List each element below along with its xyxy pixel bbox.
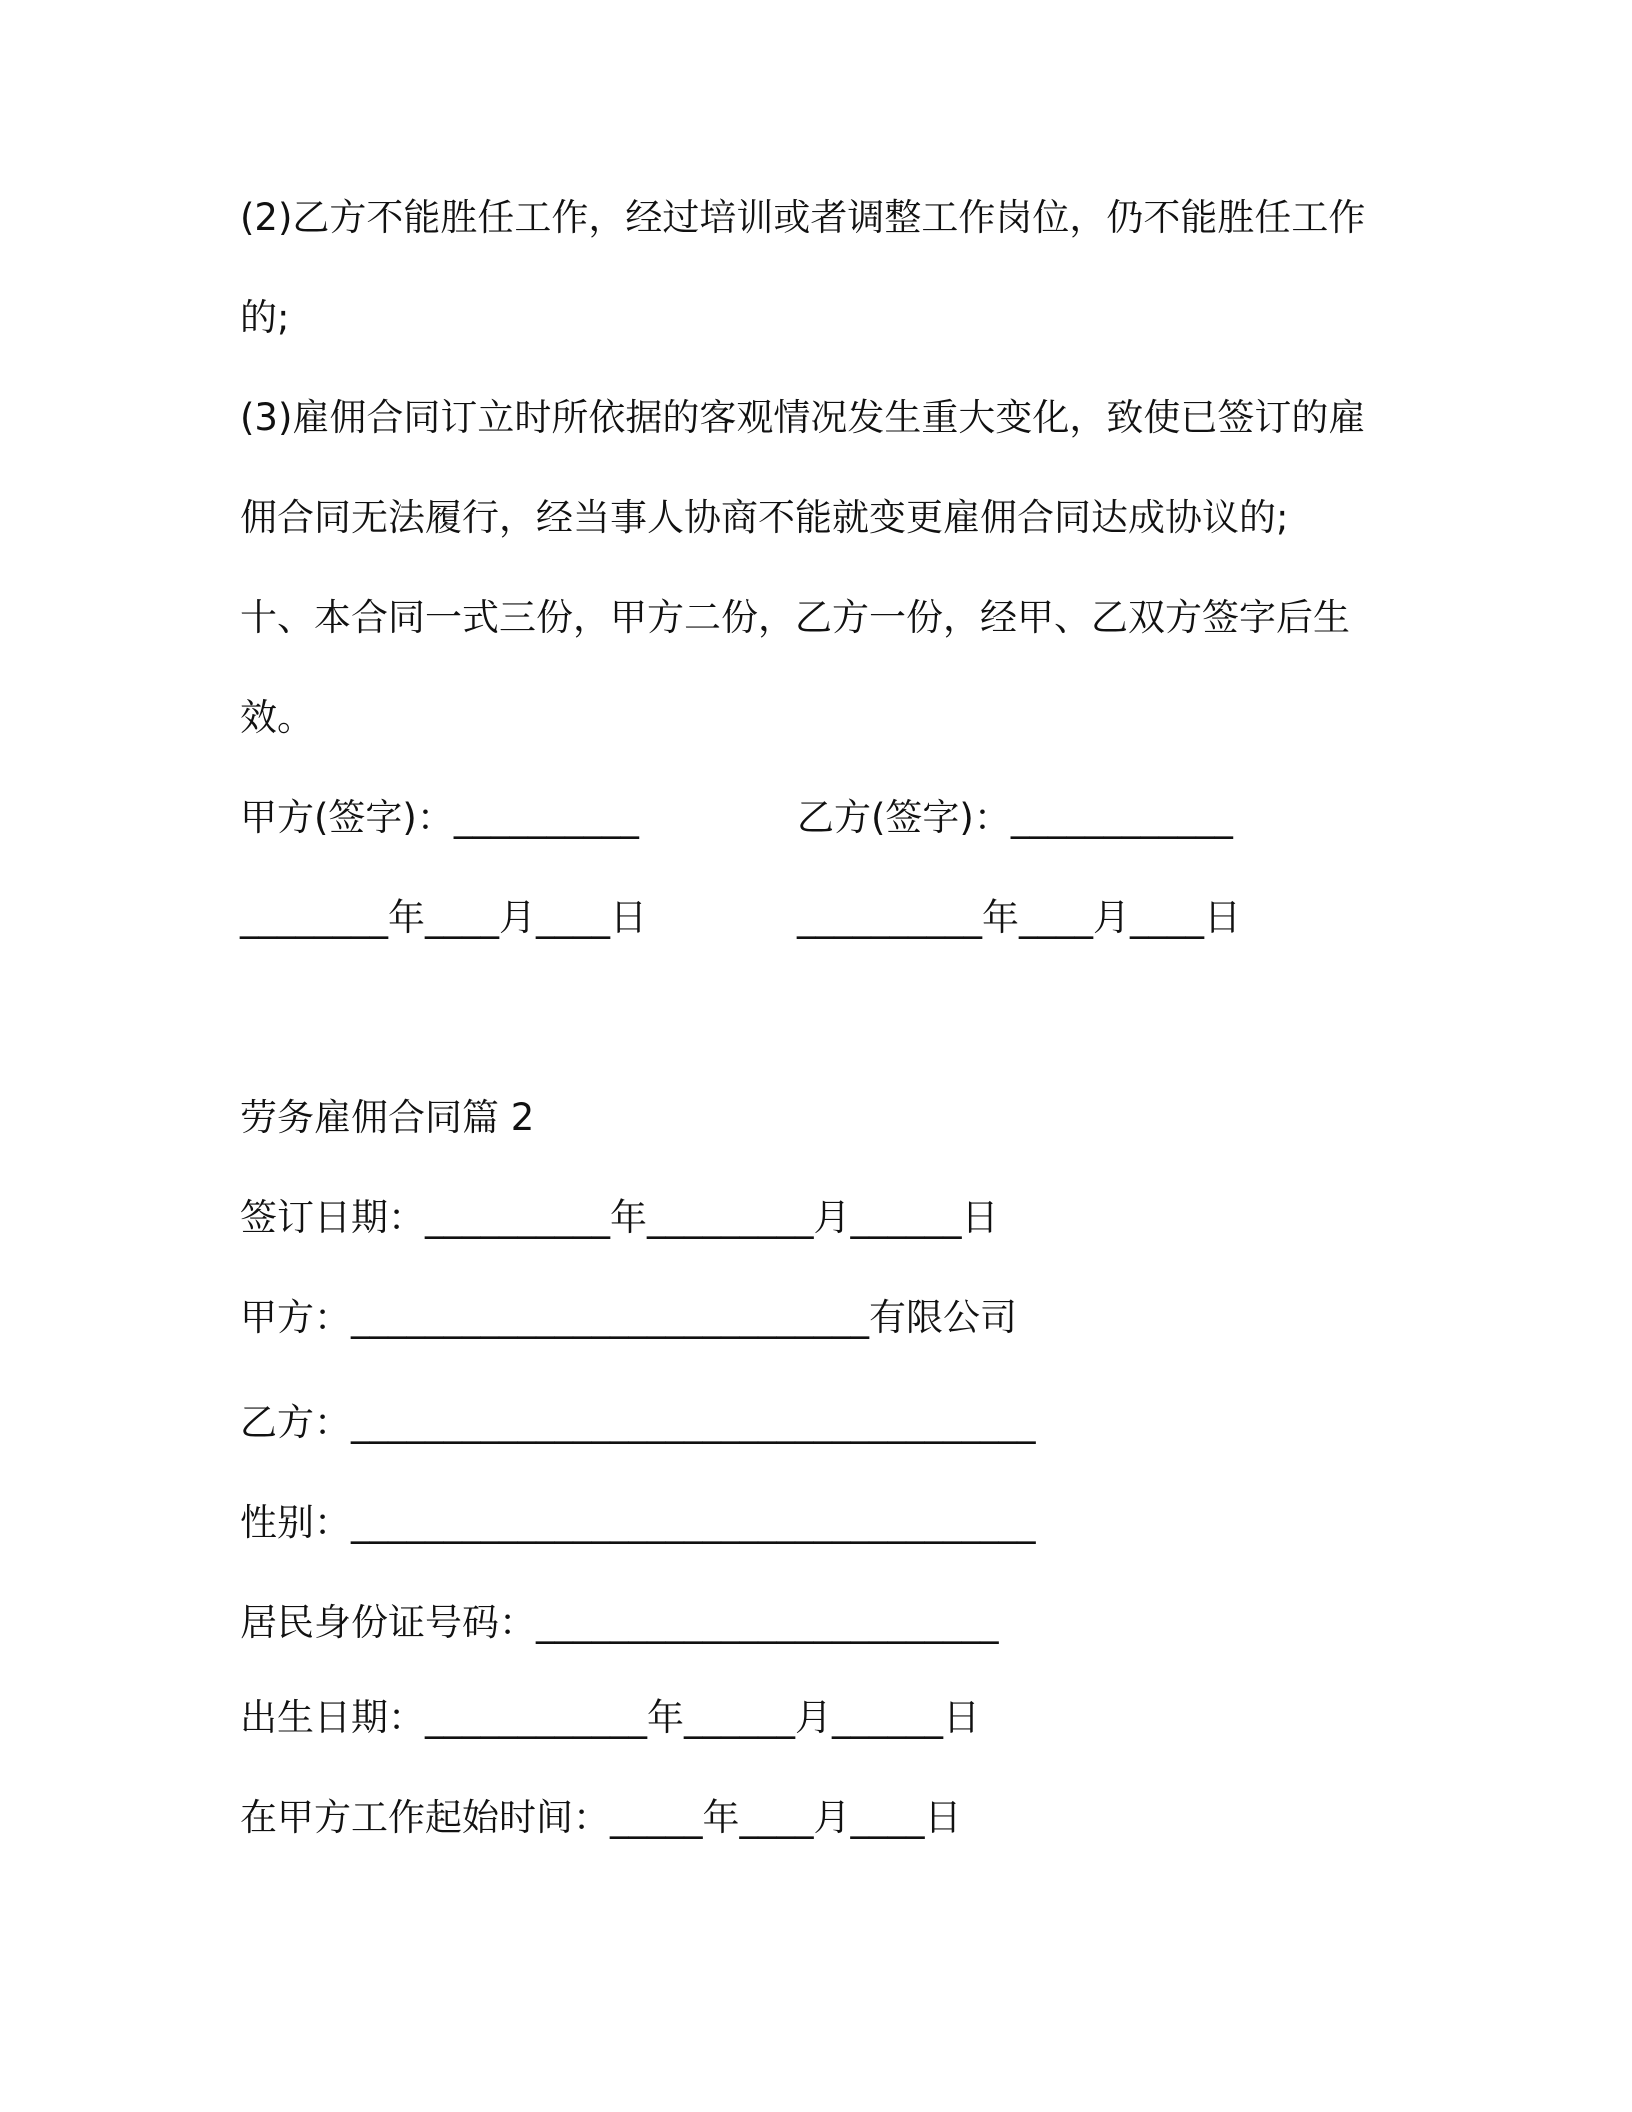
- work-start-date-field: 在甲方工作起始时间：_____年____月____日: [240, 1796, 962, 1839]
- clause-2-line-2: 的;: [240, 296, 290, 339]
- party-a-field: 甲方：____________________________有限公司: [240, 1296, 1017, 1339]
- gender-field: 性别：_____________________________________: [240, 1501, 1036, 1544]
- party-b-signature: 乙方(签字)：____________: [797, 796, 1233, 839]
- clause-2-line-1: (2)乙方不能胜任工作，经过培训或者调整工作岗位，仍不能胜任工作: [240, 196, 1366, 239]
- party-a-signature: 甲方(签字)：__________: [240, 796, 639, 839]
- birth-date-field: 出生日期：____________年______月______日: [240, 1696, 980, 1739]
- clause-10-line-2: 效。: [240, 696, 314, 739]
- section-2-title: 劳务雇佣合同篇 2: [240, 1096, 535, 1139]
- party-b-date: __________年____月____日: [797, 896, 1241, 939]
- party-b-field: 乙方：_____________________________________: [240, 1401, 1036, 1444]
- id-number-field: 居民身份证号码：_________________________: [240, 1601, 999, 1644]
- clause-3-line-2: 佣合同无法履行，经当事人协商不能就变更雇佣合同达成协议的;: [240, 496, 1289, 539]
- clause-10-line-1: 十、本合同一式三份，甲方二份，乙方一份，经甲、乙双方签字后生: [240, 596, 1350, 639]
- party-a-date: ________年____月____日: [240, 896, 647, 939]
- clause-3-line-1: (3)雇佣合同订立时所依据的客观情况发生重大变化，致使已签订的雇: [240, 396, 1366, 439]
- sign-date-field: 签订日期：__________年_________月______日: [240, 1196, 999, 1239]
